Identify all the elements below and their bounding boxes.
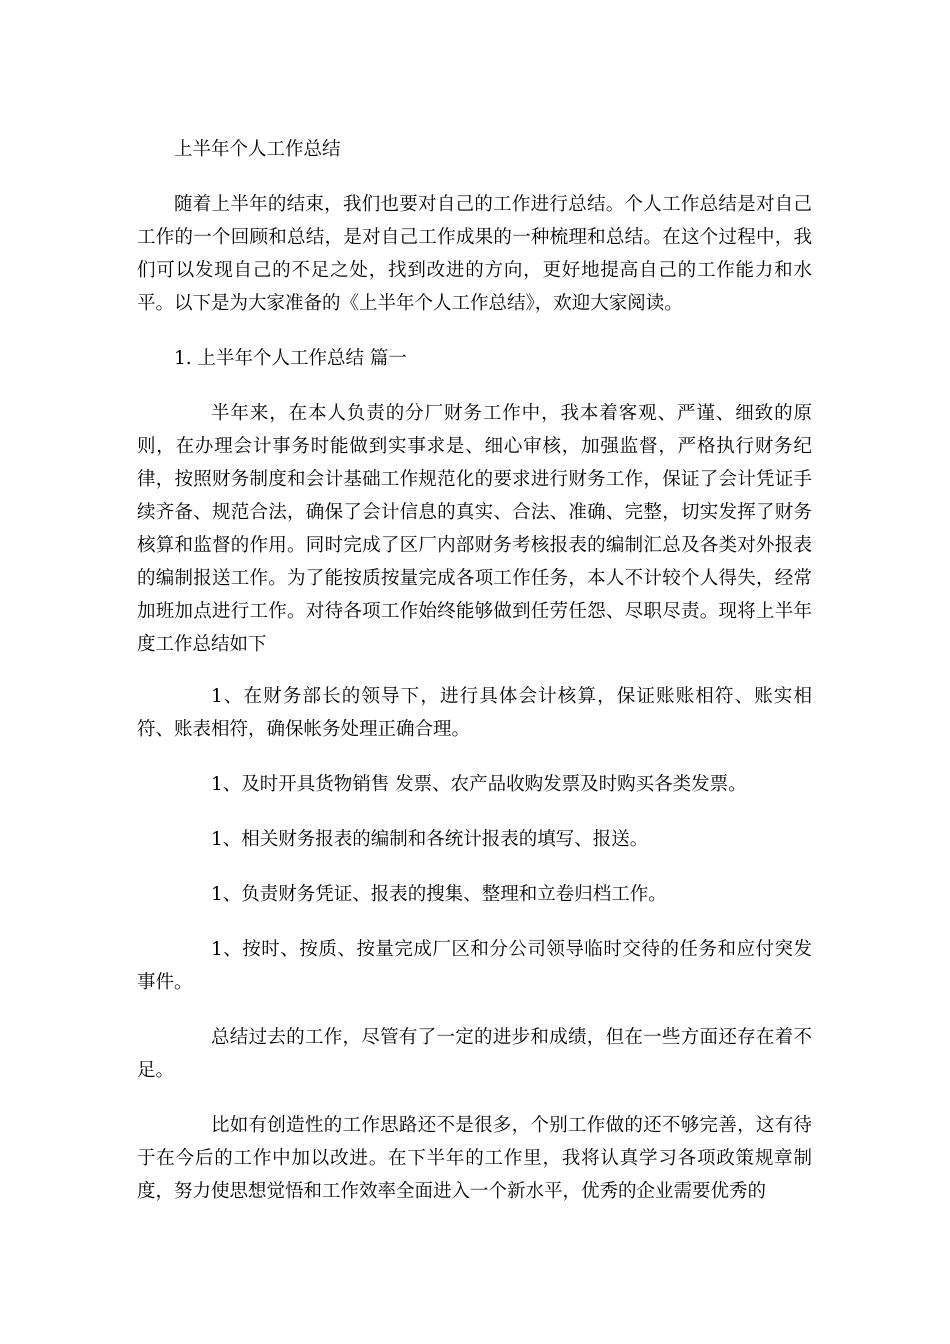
list-item-3: 1、相关财务报表的编制和各统计报表的填写、报送。 <box>211 829 649 850</box>
body-paragraph-2: 总结过去的工作，尽管有了一定的进步和成绩，但在一些方面还存在着不足。 <box>137 1027 812 1081</box>
list-item-5: 1、按时、按质、按量完成厂区和分公司领导临时交待的任务和应付突发事件。 <box>137 939 812 993</box>
body-paragraph-3: 比如有创造性的工作思路还不是很多，个别工作做的还不够完善，这有待于在今后的工作中加以改进。在下半年的工作里，我将认真学习各项政策规章制度，努力使思想觉悟和工作效率全面进入一个新水平，优秀的企业需要优秀的 <box>137 1115 812 1202</box>
intro-paragraph: 随着上半年的结束，我们也要对自己的工作进行总结。个人工作总结是对自己工作的一个回顾和总结，是对自己工作成果的一种梳理和总结。在这个过程中，我们可以发现自己的不足之处，找到改进的方向，更好地提高自己的工作能力和水平。以下是为大家准备的《上半年个人工作总结》，欢迎大家阅读。 <box>137 194 812 314</box>
list-item-4: 1、负责财务凭证、报表的搜集、整理和立卷归档工作。 <box>211 884 667 905</box>
list-item-1: 1、在财务部长的领导下，进行具体会计核算，保证账账相符、账实相符、账表相符，确保帐务处理正确合理。 <box>137 686 812 740</box>
document-title: 上半年个人工作总结 <box>174 139 341 160</box>
section-heading: 1. 上半年个人工作总结 篇一 <box>174 348 407 369</box>
list-item-2: 1、及时开具货物销售 发票、农产品收购发票及时购买各类发票。 <box>211 774 747 795</box>
body-paragraph-1: 半年来，在本人负责的分厂财务工作中，我本着客观、严谨、细致的原则，在办理会计事务时能做到实事求是、细心审核，加强监督，严格执行财务纪律，按照财务制度和会计基础工作规范化的要求进行财务工作，保证了会计凭证手续齐备、规范合法，确保了会计信息的真实、合法、准确、完整，切实发挥了财务核算和监督的作用。同时完成了区厂内部财务考核报表的编制汇总及各类对外报表的编制报送工作。为了能按质按量完成各项工作任务，本人不计较个人得失，经常加班加点进行工作。对待各项工作始终能够做到任劳任怨、尽职尽责。现将上半年度工作总结如下 <box>137 403 812 655</box>
